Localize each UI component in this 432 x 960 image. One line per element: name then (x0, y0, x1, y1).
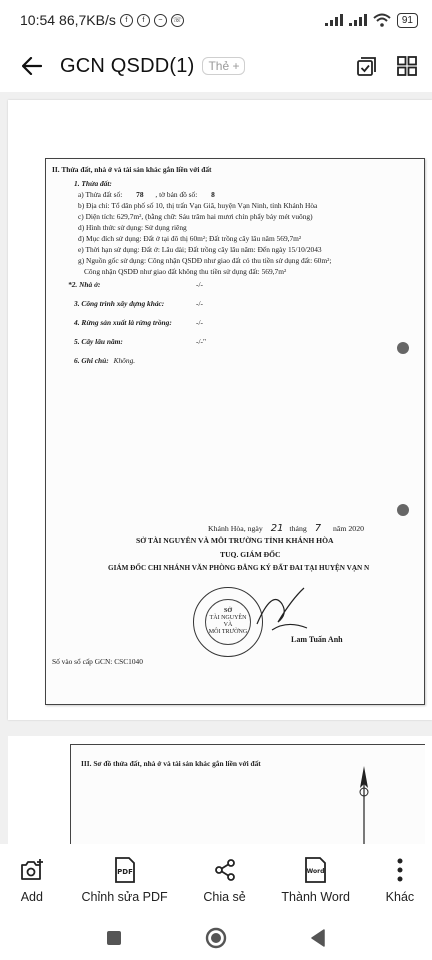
address-row: b) Địa chỉ: Tổ dân phố số 10, thị trấn Vạn Giã, huyện Vạn Ninh, tỉnh Khánh Hòa (78, 201, 318, 210)
status-left (20, 12, 184, 28)
arrow-left-icon (22, 57, 42, 75)
svg-text:PDF: PDF (116, 868, 133, 876)
wifi-icon (373, 13, 391, 27)
share-icon (213, 858, 237, 882)
more-button[interactable] (386, 856, 415, 904)
network-speed: 86,7KB/s (59, 12, 116, 28)
select-check-icon (356, 55, 378, 77)
facebook-icon: f (137, 14, 150, 27)
square-icon (106, 930, 122, 946)
document-viewer[interactable] (0, 92, 432, 844)
north-arrow-icon (354, 766, 374, 844)
grid-icon (396, 55, 418, 77)
section-4-value: -/- (196, 318, 203, 327)
triangle-back-icon (310, 929, 326, 947)
share-label: Chia sẻ (203, 890, 246, 904)
section-5-value: -/-" (196, 337, 206, 346)
area-row: c) Diện tích: 629,7m², (bằng chữ: Sáu trăm hai mươi chín phẩy bảy mét vuông) (78, 212, 313, 221)
add-photo-icon (19, 858, 45, 882)
parcel-number-row: a) Thửa đất số: 78 , tờ bản đồ số: 8 (78, 190, 215, 199)
section-5-label: 5. Cây lâu năm: (74, 337, 123, 346)
tag-label: Thẻ (208, 59, 230, 73)
issue-date: Khánh Hòa, ngày 21 tháng 7 năm 2020 (208, 523, 364, 534)
clock: 10:54 (20, 12, 56, 28)
section-heading: II. Thửa đất, nhà ở và tài sản khác gắn liền với đất (52, 165, 212, 174)
more-label: Khác (385, 890, 415, 904)
section-4-label: 4. Rừng sản xuất là rừng trồng: (74, 318, 172, 327)
word-icon (303, 857, 329, 883)
issuing-organization: SỞ TÀI NGUYÊN VÀ MÔI TRƯỜNG TỈNH KHÁNH HÒA (136, 536, 334, 545)
usage-form-row: d) Hình thức sử dụng: Sử dụng riêng (78, 223, 187, 232)
official-seal: SỞ TÀI NGUYÊN VÀ MÔI TRƯỜNG (193, 587, 263, 657)
select-pages-button[interactable] (354, 53, 380, 79)
pdf-icon (114, 857, 136, 883)
certificate-number: Số vào sổ cấp GCN: CSC1040 (52, 657, 143, 666)
back-nav-button[interactable] (306, 926, 330, 950)
edit-pdf-label: Chỉnh sửa PDF (81, 890, 168, 904)
battery-icon: 91 (397, 13, 418, 28)
authorization-line: TUQ. GIÁM ĐỐC (220, 550, 281, 559)
recents-button[interactable] (102, 926, 126, 950)
section-3-value: -/- (196, 299, 203, 308)
section-2-label: *2. Nhà ở: (68, 280, 101, 289)
signal-icon (349, 14, 367, 26)
facebook-icon: f (120, 14, 133, 27)
share-button[interactable] (203, 856, 245, 904)
signature (252, 584, 312, 639)
back-button[interactable] (18, 52, 46, 80)
usage-purpose-row: đ) Mục đích sử dụng: Đất ở tại đô thị 60m²; Đất trồng cây lâu năm 569,7m² (78, 234, 302, 243)
certificate-scan (45, 158, 425, 705)
system-nav-bar (0, 916, 432, 960)
convert-to-word-button[interactable] (281, 856, 350, 904)
app-bar (0, 40, 432, 92)
origin-row-2: Công nhận QSDĐ như giao đất không thu tiền sử dụng đất: 569,7m² (84, 267, 287, 276)
document-title: GCN QSDD(1) (60, 54, 195, 77)
status-bar (0, 0, 432, 40)
add-tag-button[interactable]: Thẻ + (202, 57, 245, 75)
bottom-toolbar (0, 844, 432, 916)
page-2-heading: III. Sơ đồ thửa đất, nhà ở và tài sản khác gắn liền với đất (81, 759, 261, 768)
document-page (8, 100, 432, 720)
svg-text:Word: Word (306, 868, 325, 875)
edit-pdf-button[interactable] (82, 856, 168, 904)
add-button[interactable] (18, 856, 46, 904)
signer-name: Lam Tuấn Anh (291, 635, 343, 644)
home-circle-icon (205, 927, 227, 949)
origin-row: g) Nguồn gốc sử dụng: Công nhận QSDĐ như giao đất có thu tiền sử dụng đất: 60m²; (78, 256, 332, 265)
app-bar-actions (354, 53, 420, 79)
usage-term-row: e) Thời hạn sử dụng: Đất ở: Lâu dài; Đất trồng cây lâu năm: Đến ngày 15/10/2043 (78, 245, 322, 254)
messenger-icon: ~ (154, 14, 167, 27)
scroll-handle[interactable] (397, 504, 409, 516)
grid-view-button[interactable] (394, 53, 420, 79)
section-1-label: 1. Thửa đất: (74, 179, 112, 188)
more-vertical-icon (396, 858, 404, 882)
status-right (325, 13, 418, 28)
viber-icon: ☏ (171, 14, 184, 27)
to-word-label: Thành Word (281, 890, 350, 904)
section-3-label: 3. Công trình xây dựng khác: (74, 299, 165, 308)
section-2-value: -/- (196, 280, 203, 289)
director-title: GIÁM ĐỐC CHI NHÁNH VĂN PHÒNG ĐĂNG KÝ ĐẤT ĐAI TẠI HUYỆN VẠN N (108, 564, 370, 572)
add-label: Add (20, 890, 43, 904)
section-6-row: 6. Ghi chú: Không. (74, 356, 136, 365)
home-button[interactable] (204, 926, 228, 950)
scroll-handle[interactable] (397, 342, 409, 354)
signal-icon (325, 14, 343, 26)
